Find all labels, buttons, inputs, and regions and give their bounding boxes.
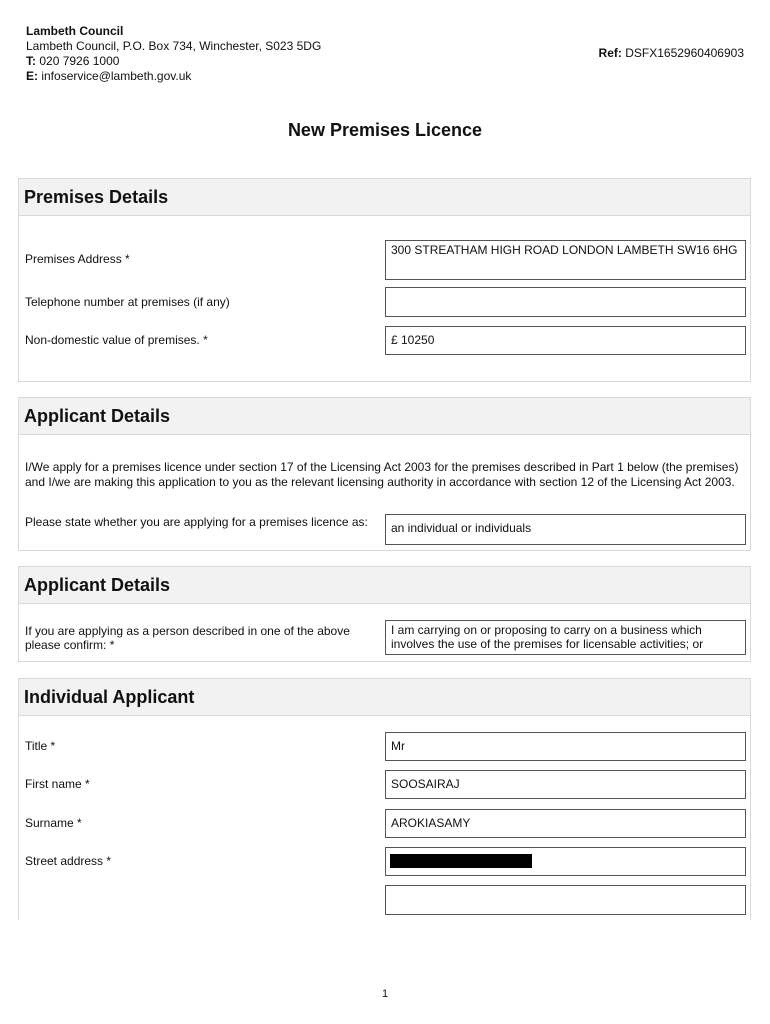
- confirm-field[interactable]: I am carrying on or proposing to carry on a business which involves the use of the premises for licensable activities; or: [385, 620, 746, 655]
- non-domestic-value-field[interactable]: £ 10250: [385, 326, 746, 355]
- section-heading: Individual Applicant: [19, 679, 750, 716]
- premises-address-label: Premises Address *: [25, 252, 130, 266]
- surname-label: Surname *: [25, 816, 82, 830]
- section-heading: Applicant Details: [19, 398, 750, 435]
- premises-address-field[interactable]: 300 STREATHAM HIGH ROAD LONDON LAMBETH SW16 6HG: [385, 240, 746, 280]
- premises-details-section: [18, 178, 751, 382]
- applying-as-label: Please state whether you are applying for a premises licence as:: [25, 515, 368, 529]
- applicant-confirmation-section: [18, 566, 751, 662]
- street-address-label: Street address *: [25, 854, 112, 868]
- title-field[interactable]: Mr: [385, 732, 746, 761]
- confirm-label: If you are applying as a person described in one of the above please confirm: *: [25, 624, 350, 652]
- telephone-label: Telephone number at premises (if any): [25, 295, 230, 309]
- org-address: Lambeth Council, P.O. Box 734, Winchester, S023 5DG: [26, 39, 322, 53]
- page-number: 1: [381, 988, 389, 1000]
- org-telephone: T: 020 7926 1000: [26, 54, 120, 68]
- individual-applicant-section: [18, 678, 751, 920]
- org-email: E: infoservice@lambeth.gov.uk: [26, 69, 192, 83]
- application-statement: I/We apply for a premises licence under section 17 of the Licensing Act 2003 for the premises described in Part 1 below (the premises) and I/we are making this application to you as the relevant licensing authority in accordance with section 12 of the Licensing Act 2003.: [25, 460, 739, 489]
- first-name-label: First name *: [25, 777, 90, 791]
- redaction-block: [390, 854, 532, 868]
- street-address-field[interactable]: [385, 847, 746, 876]
- org-name: Lambeth Council: [26, 24, 124, 38]
- applicant-details-section: [18, 397, 751, 551]
- surname-field[interactable]: AROKIASAMY: [385, 809, 746, 838]
- document-title: New Premises Licence: [287, 120, 483, 140]
- first-name-field[interactable]: SOOSAIRAJ: [385, 770, 746, 799]
- council-header: [26, 24, 321, 84]
- non-domestic-value-label: Non-domestic value of premises. *: [25, 333, 208, 347]
- section-heading: Premises Details: [19, 179, 750, 216]
- telephone-field[interactable]: [385, 287, 746, 317]
- title-label: Title *: [25, 739, 56, 753]
- applying-as-field[interactable]: an individual or individuals: [385, 514, 746, 545]
- section-heading: Applicant Details: [19, 567, 750, 604]
- reference-number: Ref: DSFX1652960406903: [598, 46, 744, 60]
- street-address-line2-field[interactable]: [385, 885, 746, 915]
